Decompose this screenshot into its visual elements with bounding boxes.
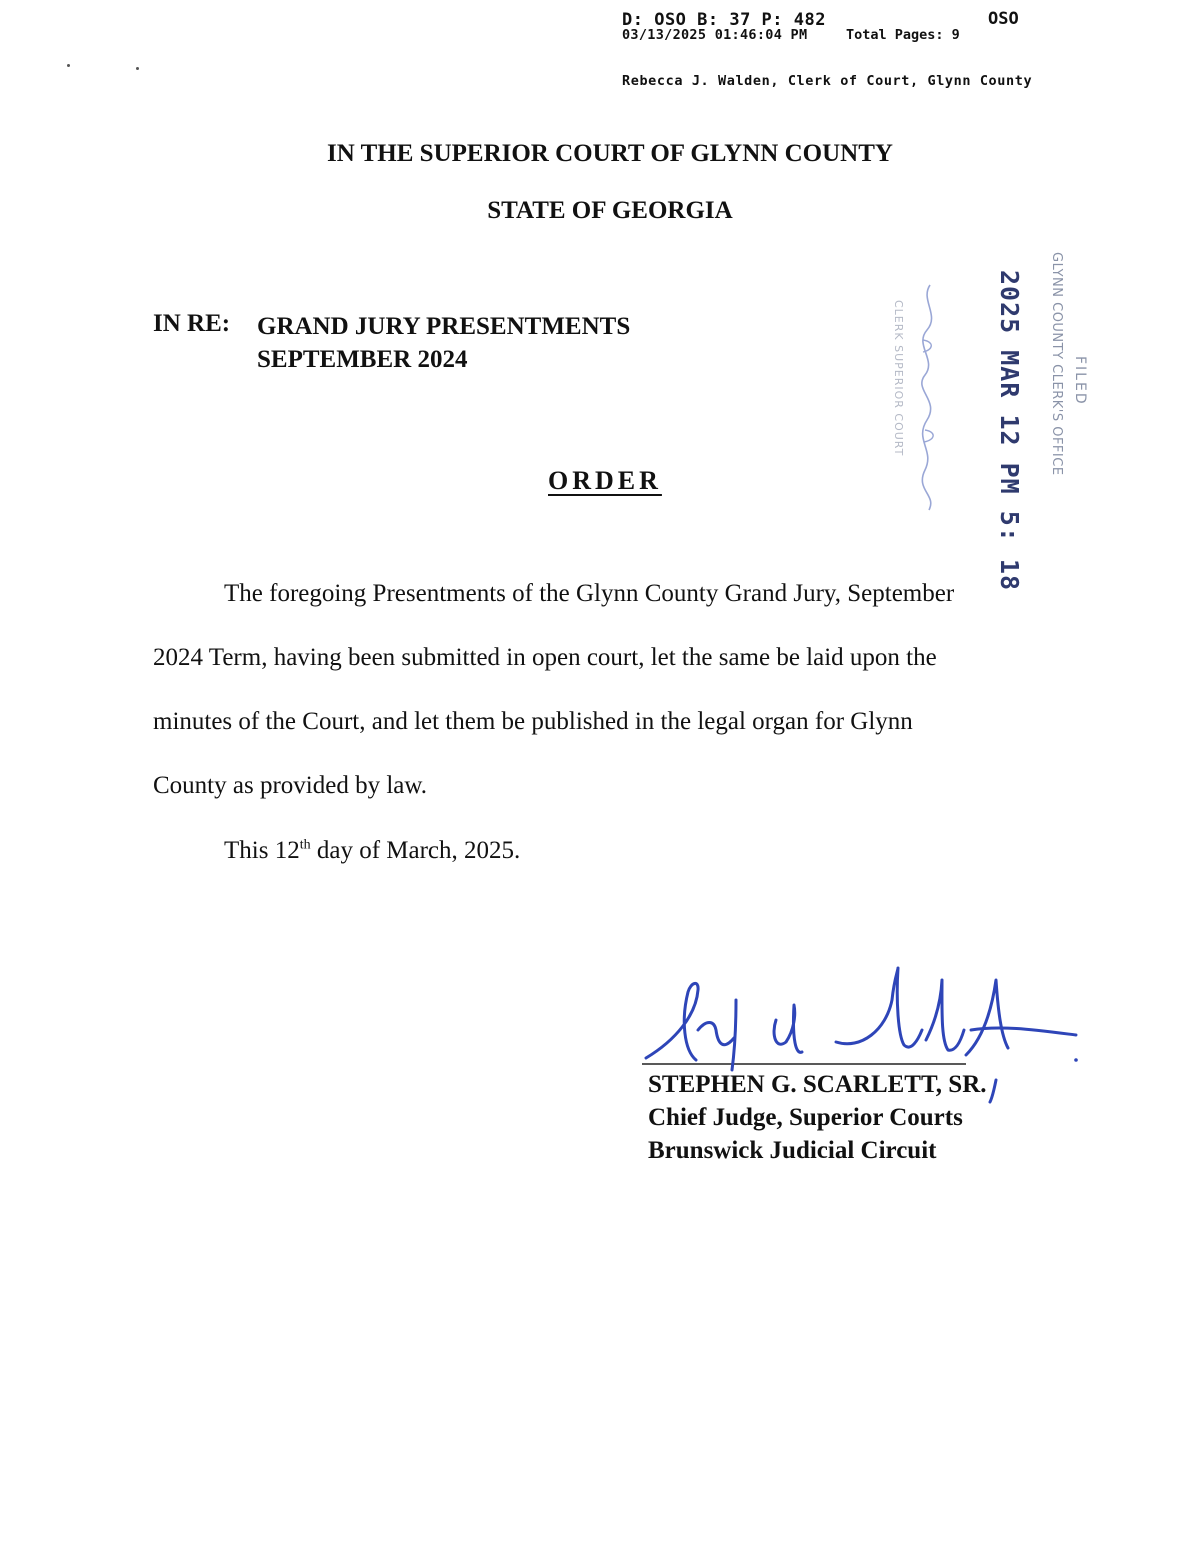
caption-label: IN RE: <box>153 310 231 337</box>
caption-matter <box>257 310 630 376</box>
stamp-clerk-title: CLERK SUPERIOR COURT <box>892 300 905 457</box>
order-date <box>224 837 520 865</box>
caption-line2: SEPTEMBER 2024 <box>257 346 468 373</box>
judge-name: STEPHEN G. SCARLETT, SR. <box>648 1071 987 1098</box>
caption-line1: GRAND JURY PRESENTMENTS <box>257 313 631 340</box>
filing-code: OSO <box>988 9 1019 29</box>
filing-timestamp: 03/13/2025 01:46:04 PM <box>622 27 808 43</box>
court-title: IN THE SUPERIOR COURT OF GLYNN COUNTY <box>327 140 893 167</box>
clerk-line: Rebecca J. Walden, Clerk of Court, Glynn County <box>622 73 1033 89</box>
judge-title: Chief Judge, Superior Courts <box>648 1104 963 1131</box>
order-date-ordinal: th <box>299 837 311 853</box>
filing-reference: D: OSO B: 37 P: 482 <box>622 10 826 30</box>
order-body-line: The foregoing Presentments of the Glynn County Grand Jury, September <box>224 580 955 607</box>
order-body <box>153 562 1033 818</box>
order-body-line: County as provided by law. <box>153 772 428 799</box>
order-heading: ORDER <box>548 466 662 495</box>
judge-circuit: Brunswick Judicial Circuit <box>648 1137 937 1164</box>
order-date-suffix: day of March, 2025. <box>310 837 521 864</box>
stamp-clerk-signature <box>915 280 945 515</box>
stamp-date: 2025 MAR 12 PM 5: 18 <box>995 270 1024 592</box>
stamp-filed: FILED <box>1072 356 1088 406</box>
order-body-line: 2024 Term, having been submitted in open court, let the same be laid upon the <box>153 644 937 671</box>
court-state: STATE OF GEORGIA <box>487 197 733 224</box>
order-date-prefix: This 12 <box>224 837 300 864</box>
stamp-office: GLYNN COUNTY CLERK'S OFFICE <box>1049 252 1064 476</box>
scan-dot <box>136 67 139 70</box>
total-pages: Total Pages: 9 <box>846 27 960 43</box>
order-body-line: minutes of the Court, and let them be published in the legal organ for Glynn <box>153 708 913 735</box>
signature-block <box>648 1068 987 1167</box>
scan-dot <box>67 64 70 67</box>
